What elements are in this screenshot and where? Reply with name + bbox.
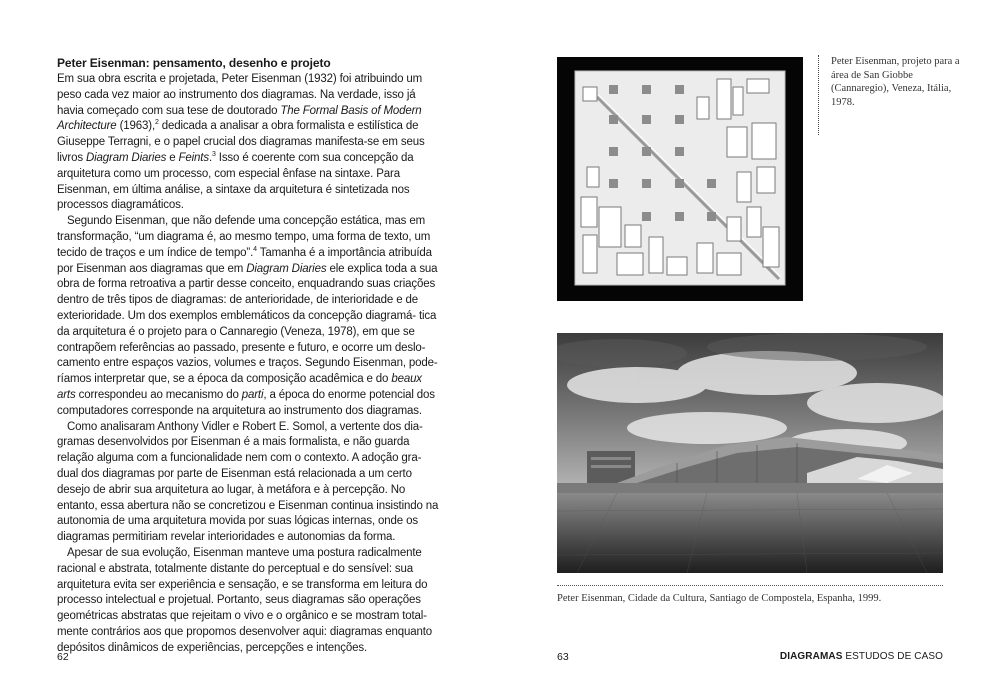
- italic-text: The Formal Basis of Modern Architecture: [57, 104, 422, 133]
- article-title: Peter Eisenman: pensamento, desenho e projeto: [57, 56, 331, 70]
- cidade-da-cultura-image: [557, 333, 943, 573]
- text-run: Como analisaram Anthony Vidler e Robert E. Somol, a vertente dos dia- gramas desenvolvidos por Eisenman é a mais formalista, e não guarda relação alguma com a funcionalidade nem com o contexto. A adoção gra- dual dos diagramas por parte de Eisenman está relacionada a um certo desejo de abrir sua arquitetura ao lugar, à metáfora e à percepção. No entanto, essa abertura não se concretizou e Eisenman continua insistindo na autonomia de uma arquitetura movida por suas lógicas internas, onde os diagramas permitiriam revelar interioridades e autonomias da forma.: [57, 420, 439, 544]
- page-number-left: 62: [57, 651, 69, 663]
- caption-divider: [557, 585, 943, 586]
- article-body: [57, 55, 442, 656]
- text-run: , a época do enorme potencial dos computadores corresponde na arquitetura ao instrumento dos diagramas.: [57, 388, 435, 417]
- text-run: dedicada a analisar a obra formalista e estilística de Giuseppe Terragni, e o papel crucial dos diagramas manifesta-se em seus livros: [57, 120, 425, 164]
- running-head-section: DIAGRAMAS: [779, 651, 843, 662]
- text-run: e: [166, 151, 179, 164]
- body-paragraph: [57, 72, 442, 214]
- italic-text: Diagram Diaries: [85, 151, 167, 164]
- running-head-subsection: ESTUDOS DE CASO: [842, 651, 943, 662]
- italic-text: Diagram Diaries: [246, 262, 327, 275]
- body-paragraph: [57, 546, 442, 657]
- italic-text: parti: [241, 388, 264, 401]
- cannaregio-model-photo: [557, 57, 803, 301]
- italic-text: beaux arts: [57, 373, 422, 401]
- text-run: Isso é coerente com sua concepção da arquitetura como um processo, com especial ênfase na sintaxe. Para Eisenman, em última análise, a sintaxe da arquitetura é sintetizada nos processos diagramáticos.: [57, 151, 414, 212]
- text-run: (1963),: [116, 120, 155, 133]
- text-run: Apesar de sua evolução, Eisenman manteve uma postura radicalmente racional e abstrata, totalmente distante do perceptual e do sensível: sua arquitetura evita ser experiência e sensação, e se transforma em leitura do processo intelectual e projetual. Portanto, seus diagramas são operações geométricas abstratas que rejeitam o vivo e o orgânico e se mostram total- mente contrários aos que propomos desenvolver aqui: diagramas enquanto depósitos dinâmicos de experiências, percepções e intenções.: [57, 546, 432, 654]
- running-head: [780, 651, 943, 662]
- text-run: ele explica toda a sua obra de forma retroativa a partir desse conceito, enquadrando suas criações dentro de três tipos de diagramas: de anterioridade, de interioridade e de exterioridade. Um dos exemplos emblemáticos da concepção diagramá- tica da arquitetura é o projeto para o Cannaregio (Veneza, 1978), em que se contrapõem referências ao passado, presente e futuro, e ocorre um deslo- camento entre espaços vazios, volumes e traços. Segundo Eisenman, pode- ríamos interpretar que, se a época da composição acadêmica e do: [57, 262, 438, 386]
- text-run: correspondeu ao mecanismo do: [75, 388, 242, 401]
- body-paragraph: [57, 214, 442, 419]
- text-run: .: [208, 151, 212, 164]
- figure-caption-bottom: Peter Eisenman, Cidade da Cultura, Santiago de Compostela, Espanha, 1999.: [557, 593, 882, 604]
- figure-caption-top: Peter Eisenman, projeto para a área de San Giobbe (Cannaregio), Veneza, Itália, 1978.: [818, 55, 961, 135]
- cannaregio-model-image: [557, 57, 803, 301]
- italic-text: Feints: [178, 151, 209, 164]
- page-number-right: 63: [557, 651, 569, 663]
- text-run: Em sua obra escrita e projetada, Peter Eisenman (1932) foi atribuindo um peso cada vez maior ao instrumento dos diagramas. Na verdade, isso já havia começado com sua tese de doutorado: [57, 73, 423, 117]
- article-paragraphs: [57, 72, 442, 656]
- footnote-marker: 3: [211, 151, 216, 159]
- footnote-marker: 4: [253, 245, 257, 253]
- cidade-da-cultura-photo: [557, 333, 943, 573]
- text-run: Tamanha é a importância atribuída por Eisenman aos diagramas que em: [57, 246, 432, 275]
- footnote-marker: 2: [155, 119, 159, 127]
- body-paragraph: [57, 420, 442, 546]
- right-page: [500, 0, 1000, 700]
- text-run: Segundo Eisenman, que não defende uma concepção estática, mas em transformação, “um diagrama é, ao mesmo tempo, uma forma de texto, um tecido de traços e um índice de tempo”.: [57, 215, 431, 259]
